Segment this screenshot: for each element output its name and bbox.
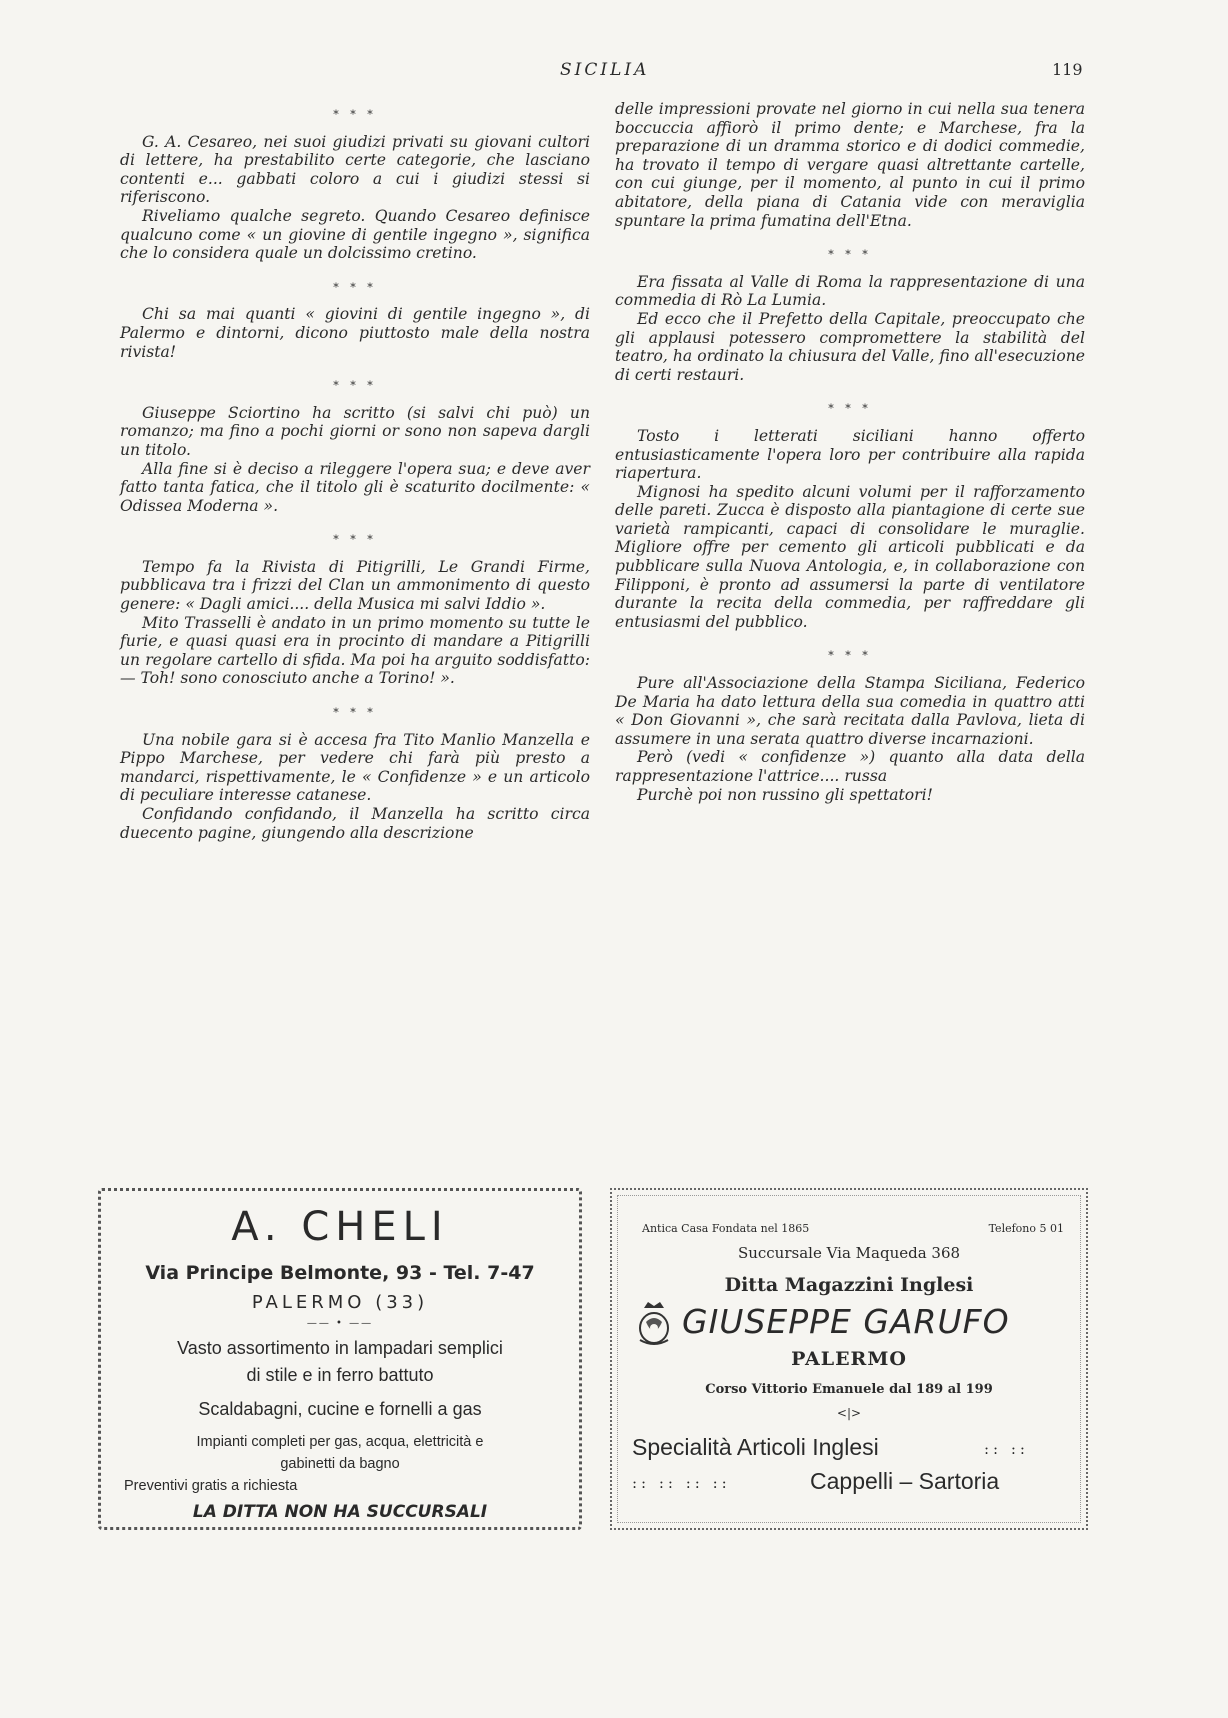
article-paragraph: Riveliamo qualche segreto. Quando Cesareo definisce qualcuno come « un giovine di gentile ingegno », significa che lo considera quale un dolcissimo cretino.	[120, 206, 590, 263]
ad-garufo-company: Ditta Magazzini Inglesi	[724, 1274, 974, 1296]
section-separator: * * *	[828, 649, 872, 663]
article-paragraph: Purchè poi non russino gli spettatori!	[637, 785, 933, 804]
ad-garufo-specialty: Specialità Articoli Inglesi	[632, 1434, 879, 1460]
ad-cheli-line-1: Vasto assortimento in lampadari semplici	[177, 1338, 503, 1358]
article-paragraph: Giuseppe Sciortino ha scritto (si salvi chi può) un romanzo; ma fino a pochi giorni or sono non sapeva dargli un titolo.	[120, 403, 590, 459]
article-paragraph: Tosto i letterati siciliani hanno offerto entusiasticamente l'opera loro per contribuire alla rapida riapertura.	[615, 426, 1085, 483]
ad-cheli-slogan: LA DITTA NON HA SUCCURSALI	[192, 1502, 488, 1522]
running-head	[0, 60, 1228, 84]
ad-cheli	[98, 1188, 582, 1530]
ad-cheli-address: Via Principe Belmonte, 93 - Tel. 7-47	[145, 1262, 535, 1284]
ad-cheli-line-2: di stile e in ferro battuto	[246, 1365, 434, 1385]
article-paragraph: Ed ecco che il Prefetto della Capitale, preoccupato che gli applausi potessero compromettere la stabilità del teatro, ha ordinato la chiusura del Valle, fino all'esecuzione di certi restauri.	[615, 309, 1085, 384]
ad-garufo-branch: Succursale Via Maqueda 368	[737, 1244, 961, 1262]
ad-cheli-city: PALERMO (33)	[251, 1292, 429, 1313]
section-separator: * * *	[333, 108, 377, 121]
ad-garufo-address: Corso Vittorio Emanuele dal 189 al 199	[705, 1382, 993, 1397]
running-title: SICILIA	[560, 60, 650, 80]
article-paragraph: Chi sa mai quanti « giovini di gentile ingegno », di Palermo e dintorni, dicono piuttosto male della nostra rivista!	[120, 305, 590, 361]
ad-garufo-divider: <|>	[836, 1406, 862, 1420]
section-separator: * * *	[828, 402, 872, 416]
ad-garufo-name: GIUSEPPE GARUFO	[682, 1302, 1010, 1341]
article-paragraph: Confidando confidando, il Manzella ha scritto circa duecento pagine, giungendo alla descrizione	[120, 805, 590, 842]
article-paragraph: Pure all'Associazione della Stampa Siciliana, Federico De Maria ha dato lettura della sua comedia in quattro atti « Don Giovanni », che sarà recitata dalla Pavlova, lieta di assumere in una serata quattro diverse incarnazioni.	[615, 674, 1085, 748]
ad-cheli-name: A. CHELI	[231, 1204, 449, 1250]
right-column	[615, 100, 1085, 804]
ad-garufo-marks-1: :: ::	[984, 1440, 1029, 1458]
ad-garufo-founded: Antica Casa Fondata nel 1865	[642, 1222, 810, 1235]
article-paragraph: Tempo fa la Rivista di Pitigrilli, Le Grandi Firme, pubblicava tra i frizzi del Clan un ammonimento di questo genere: « Dagli amici.... della Musica mi salvi Iddio ».	[120, 557, 590, 614]
article-paragraph: Mito Trasselli è andato in un primo momento su tutte le furie, e quasi quasi era in procinto di mandare a Pitigrilli un regolare cartello di sfida. Ma poi ha arguito soddisfatto: — Toh! sono conosciuto anche a Torino! ».	[120, 613, 590, 688]
ad-garufo-phone: Telefono 5 01	[988, 1222, 1064, 1235]
ad-garufo-goods: Cappelli – Sartoria	[810, 1468, 1000, 1494]
ad-cheli-divider: —— • ——	[306, 1318, 374, 1329]
section-separator: * * *	[333, 533, 377, 547]
section-separator: * * *	[333, 379, 377, 393]
ad-cheli-line-6: Preventivi gratis a richiesta	[124, 1478, 298, 1494]
ad-garufo	[610, 1188, 1088, 1530]
section-separator: * * *	[333, 706, 377, 720]
article-paragraph: Però (vedi « confidenze ») quanto alla data della rappresentazione l'attrice.... russa	[615, 748, 1085, 785]
article-paragraph: delle impressioni provate nel giorno in cui nella sua tenera boccuccia affiorò il primo dente; e Marchese, fra la preparazione di un dramma storico e di dodici commedie, ha trovato il tempo di vergare quasi altrettante cartelle, con cui giunge, per il momento, al punto in cui il primo abitatore, della piana di Catania vide con meraviglia spuntare la prima fumatina dell'Etna.	[615, 100, 1085, 230]
ad-cheli-line-5: gabinetti da bagno	[280, 1456, 400, 1472]
page-number: 119	[1052, 60, 1083, 79]
ad-cheli-line-4: Impianti completi per gas, acqua, elettricità e	[196, 1434, 484, 1450]
article-paragraph: G. A. Cesareo, nei suoi giudizi privati su giovani cultori di lettere, ha prestabilito certe categorie, che lasciano contenti e... gabbati coloro a cui i giudizi stessi si riferiscono.	[120, 132, 590, 207]
article-paragraph: Era fissata al Valle di Roma la rappresentazione di una commedia di Rò La Lumia.	[615, 272, 1085, 310]
section-separator: * * *	[828, 248, 872, 262]
ad-cheli-line-3: Scaldabagni, cucine e fornelli a gas	[198, 1399, 482, 1419]
ad-garufo-city: PALERMO	[791, 1348, 907, 1370]
article-paragraph: Mignosi ha spedito alcuni volumi per il rafforzamento delle pareti. Zucca è disposto alla piantagione di certe sue varietà rampicanti, capaci di consolidare le muraglie. Migliore offre per cemento gli articoli pubblicati e da pubblicare sulla Nuova Antologia, e, in collaborazione con Filipponi, è pronto ad assumersi la parte di ventilatore durante la recita della commedia, per raffreddare gli entusiasmi del pubblico.	[615, 482, 1085, 631]
crest-icon	[632, 1300, 676, 1346]
article-paragraph: Alla fine si è deciso a rileggere l'opera sua; e deve aver fatto tanta fatica, che il titolo gli è scaturito docilmente: « Odissea Moderna ».	[120, 459, 590, 515]
ad-garufo-marks-2: :: :: :: ::	[632, 1474, 731, 1492]
article-paragraph: Una nobile gara si è accesa fra Tito Manlio Manzella e Pippo Marchese, per vedere chi farà più presto a mandarci, rispettivamente, le « Confidenze » e un articolo di peculiare interesse catanese.	[120, 730, 590, 805]
left-column	[120, 100, 590, 842]
section-separator: * * *	[333, 280, 377, 294]
